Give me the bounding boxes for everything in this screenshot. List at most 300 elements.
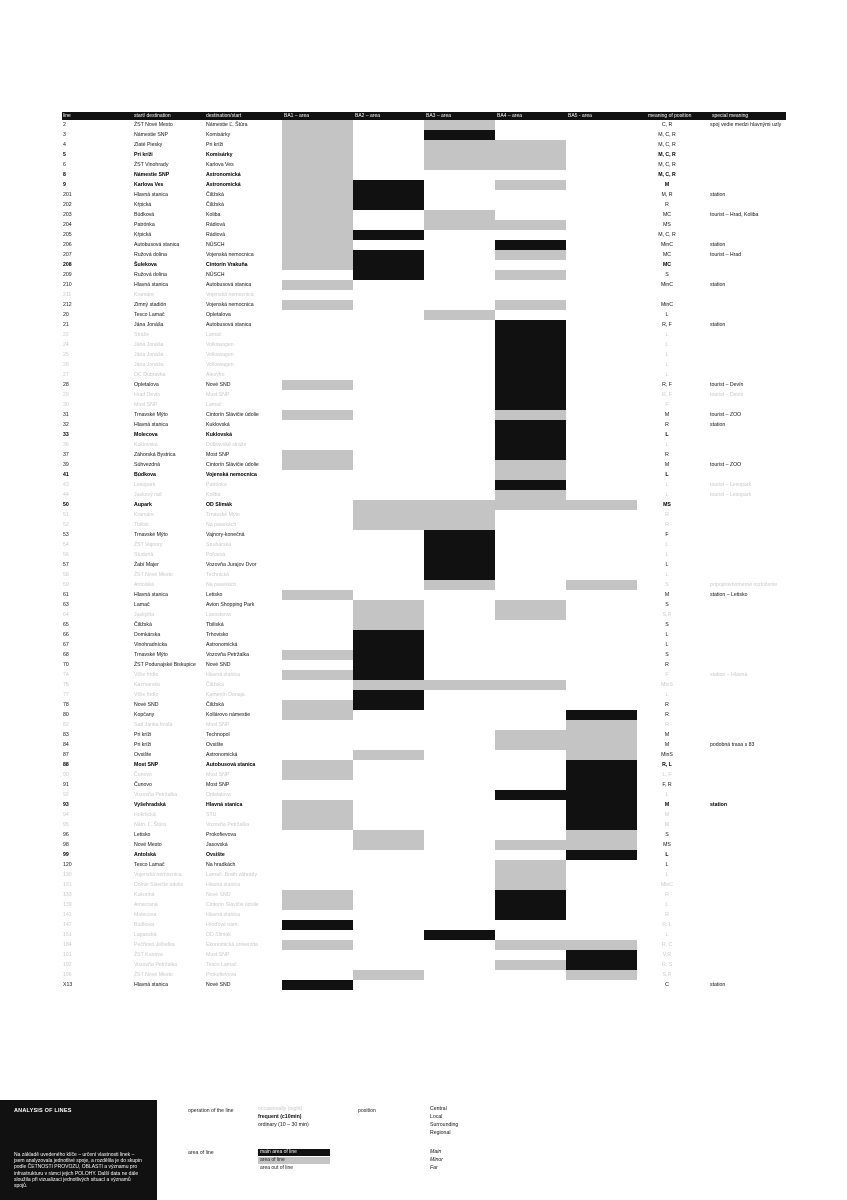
cell-start: Jaskylňa: [134, 612, 155, 618]
cell-line: 77: [63, 692, 69, 698]
cell-start: Pri kríži: [134, 742, 152, 748]
main-area-cell-ba2: [353, 250, 424, 260]
table-row: [62, 510, 786, 520]
cell-dest: Opletalova: [206, 312, 231, 318]
table-row: [62, 410, 786, 420]
cell-dest: Nové SND: [206, 982, 231, 988]
cell-dest: Nové SND: [206, 892, 231, 898]
cell-start: Zimný stadión: [134, 302, 167, 308]
cell-start: Kazmarská: [134, 682, 160, 688]
cell-position: L: [665, 432, 669, 438]
cell-start: Námestie SNP: [134, 132, 169, 138]
table-row: [62, 200, 786, 210]
cell-line: 88: [63, 762, 69, 768]
area-cell-ba5: [566, 940, 637, 950]
area-cell-ba4: [495, 300, 566, 310]
cell-position: L: [665, 352, 669, 358]
cell-start: Autobusová stanica: [134, 242, 180, 248]
cell-dest: Most SNP: [206, 782, 230, 788]
area-cell-ba2: [353, 520, 424, 530]
table-row: [62, 170, 786, 180]
cell-line: 53: [63, 532, 69, 538]
table-row: [62, 130, 786, 140]
cell-line: 90: [63, 772, 69, 778]
cell-position: MC: [662, 252, 672, 258]
cell-dest: STU: [206, 812, 217, 818]
table-body: [62, 120, 786, 990]
cell-start: ŽST Vinohrady: [134, 162, 169, 168]
cell-dest: Technická: [206, 572, 230, 578]
main-area-cell-ba2: [353, 190, 424, 200]
cell-start: Jána Jonáša: [134, 362, 164, 368]
main-area-cell-ba4: [495, 340, 566, 350]
main-area-cell-ba3: [424, 550, 495, 560]
cell-dest: Cintorín Slávičie údolie: [206, 902, 259, 908]
area-cell-ba1: [282, 230, 353, 240]
cell-position: R: [665, 702, 669, 708]
main-area-cell-ba4: [495, 370, 566, 380]
cell-start: Molecova: [134, 912, 157, 918]
area-cell-ba2: [353, 620, 424, 630]
cell-position: V,R: [662, 952, 672, 958]
area-cell-ba4: [495, 960, 566, 970]
cell-special: station – Letisko: [710, 592, 748, 598]
cell-start: Nám. Ľ. Štúra: [134, 822, 167, 828]
cell-start: Pečňová Jelbelka: [134, 942, 175, 948]
cell-line: 196: [63, 972, 72, 978]
cell-dest: Ovsište: [206, 852, 225, 858]
table-row: [62, 630, 786, 640]
cell-start: Sad Janka Kráľa: [134, 722, 173, 728]
cell-position: R: [665, 892, 669, 898]
table-row: [62, 240, 786, 250]
table-row: [62, 980, 786, 990]
cell-start: Jaskový rad: [134, 492, 162, 498]
area-cell-ba1: [282, 280, 353, 290]
cell-position: F: [665, 672, 669, 678]
cell-start: Vozovňa Petržalka: [134, 792, 177, 798]
header-col-2: destination/start: [206, 113, 242, 119]
cell-dest: Námestie Ľ. Štúra: [206, 122, 248, 128]
cell-start: Hlavná stanica: [134, 982, 169, 988]
cell-start: Vinohradnícka: [134, 642, 168, 648]
cell-special: podobná trasa s 83: [710, 742, 755, 748]
cell-position: MinC: [660, 302, 674, 308]
cell-line: 50: [63, 502, 69, 508]
area-cell-ba1: [282, 820, 353, 830]
main-area-cell-ba3: [424, 560, 495, 570]
cell-position: M, C, R: [658, 172, 676, 178]
table-row: [62, 460, 786, 470]
cell-dest: Rádiová: [206, 232, 226, 238]
cell-line: 184: [63, 942, 72, 948]
area-cell-ba3: [424, 160, 495, 170]
cell-start: Amarcana: [134, 902, 158, 908]
main-area-cell-ba2: [353, 260, 424, 270]
table-row: [62, 220, 786, 230]
header-col-0: line: [63, 113, 71, 119]
cell-start: Stráže: [134, 332, 149, 338]
cell-position: S: [665, 652, 669, 658]
cell-dest: Lamač: [206, 402, 222, 408]
cell-dest: Autobusová stanica: [206, 282, 252, 288]
cell-special: tourist – Hrad: [710, 252, 742, 258]
main-area-cell-ba2: [353, 180, 424, 190]
cell-line: 39: [63, 462, 69, 468]
main-area-cell-ba4: [495, 430, 566, 440]
cell-start: Most SNP: [134, 762, 159, 768]
cell-line: X13: [63, 982, 73, 988]
cell-start: Aupark: [134, 502, 152, 508]
cell-position: R, S: [661, 962, 673, 968]
cell-dest: Nové SND: [206, 382, 231, 388]
cell-start: Hlavná stanica: [134, 282, 169, 288]
area-cell-ba2: [353, 680, 424, 690]
area-cell-ba1: [282, 170, 353, 180]
legend-meaning-far: Far: [430, 1165, 438, 1171]
cell-start: Patrónka: [134, 222, 155, 228]
table-row: [62, 740, 786, 750]
main-area-cell-ba5: [566, 810, 637, 820]
table-row: [62, 780, 786, 790]
cell-special: tourist – Lesopark: [710, 482, 752, 488]
main-area-cell-ba2: [353, 270, 424, 280]
table-row: [62, 300, 786, 310]
cell-start: Tesco Lamač: [134, 312, 165, 318]
cell-line: 6: [63, 162, 66, 168]
area-cell-ba1: [282, 220, 353, 230]
cell-line: 27: [63, 372, 69, 378]
cell-position: L: [665, 642, 669, 648]
table-row: [62, 850, 786, 860]
cell-position: R: [665, 422, 669, 428]
cell-start: Vojenská nemocnica: [134, 872, 182, 878]
main-area-cell-ba3: [424, 130, 495, 140]
cell-position: M, C, R: [658, 142, 676, 148]
area-cell-ba1: [282, 180, 353, 190]
area-cell-ba5: [566, 840, 637, 850]
cell-position: R: [665, 512, 669, 518]
table-row: [62, 230, 786, 240]
main-area-cell-ba4: [495, 390, 566, 400]
cell-position: R: [665, 522, 669, 528]
cell-dest: NÚSCH: [206, 242, 225, 248]
cell-position: R, C: [661, 942, 673, 948]
table-row: [62, 420, 786, 430]
main-area-cell-ba4: [495, 450, 566, 460]
cell-position: L: [665, 932, 669, 938]
cell-start: ŽST Nové Mesto: [134, 122, 173, 128]
cell-start: Hokrtická: [134, 812, 156, 818]
cell-dest: Most SNP: [206, 952, 230, 958]
cell-dest: Poľovná: [206, 552, 226, 558]
table-row: [62, 790, 786, 800]
cell-line: 83: [63, 732, 69, 738]
table-row: [62, 190, 786, 200]
cell-dest: OD Slimák: [206, 932, 231, 938]
cell-position: L: [665, 792, 669, 798]
cell-dest: Astronomická: [206, 752, 238, 758]
table-row: [62, 670, 786, 680]
cell-start: Tesco Lamač: [134, 862, 165, 868]
cell-start: Kopčany: [134, 712, 155, 718]
cell-start: Molecova: [134, 432, 158, 438]
cell-line: 91: [63, 782, 69, 788]
table-row: [62, 970, 786, 980]
cell-position: S,R: [662, 972, 672, 978]
cell-start: Kramáre: [134, 512, 154, 518]
cell-line: 151: [63, 932, 72, 938]
table-row: [62, 250, 786, 260]
area-cell-ba1: [282, 410, 353, 420]
area-cell-ba2: [353, 610, 424, 620]
table-row: [62, 340, 786, 350]
table-row: [62, 390, 786, 400]
cell-position: M: [664, 412, 670, 418]
header-col-4: BA2 – area: [355, 113, 381, 119]
area-cell-ba3: [424, 220, 495, 230]
area-cell-ba4: [495, 180, 566, 190]
cell-dest: Trnavské Mýto: [206, 512, 240, 518]
cell-position: C: [665, 982, 669, 988]
table-row: [62, 800, 786, 810]
cell-start: Pri kríži: [134, 732, 152, 738]
cell-dest: Vojenská nemocnica: [206, 302, 254, 308]
cell-line: 212: [63, 302, 72, 308]
cell-dest: Vojenská nemocnica: [206, 292, 254, 298]
cell-start: Nové Mesto: [134, 842, 162, 848]
cell-dest: Hlavná stanica: [206, 672, 241, 678]
cell-line: 30: [63, 402, 69, 408]
cell-position: MinC: [660, 882, 674, 888]
cell-start: Búdkova: [134, 472, 156, 478]
table-row: [62, 120, 786, 130]
table-row: [62, 520, 786, 530]
cell-dest: Čiližská: [206, 192, 224, 198]
cell-special: tourist – Hrad, Koliba: [710, 212, 759, 218]
cell-start: Vlčie hrdlo: [134, 692, 159, 698]
cell-special: tourist – Lesopark: [710, 492, 752, 498]
cell-start: Letisko: [134, 832, 151, 838]
cell-dest: Tbiliská: [206, 622, 224, 628]
area-cell-ba1: [282, 380, 353, 390]
cell-position: S: [665, 622, 669, 628]
main-area-cell-ba2: [353, 660, 424, 670]
cell-line: 96: [63, 832, 69, 838]
table-row: [62, 530, 786, 540]
cell-start: Lamač: [134, 602, 150, 608]
table-row: [62, 580, 786, 590]
legend-position-regional: Regional: [430, 1130, 451, 1136]
cell-special: tourist – Devín: [710, 382, 744, 388]
cell-dest: Ekonomická univerzita: [206, 942, 258, 948]
area-cell-ba5: [566, 500, 637, 510]
cell-position: L, F: [662, 772, 672, 778]
main-area-cell-ba3: [424, 930, 495, 940]
cell-dest: Astronomická: [206, 172, 241, 178]
area-cell-ba1: [282, 120, 353, 130]
cell-special: station: [710, 242, 726, 248]
cell-dest: Jasovská: [206, 842, 228, 848]
cell-start: OC Dúbravka: [134, 372, 166, 378]
area-cell-ba4: [495, 500, 566, 510]
cell-line: 211: [63, 292, 72, 298]
table-row: [62, 930, 786, 940]
cell-start: Šulekova: [134, 262, 157, 268]
cell-dest: Patrónka: [206, 482, 227, 488]
cell-position: R: [665, 202, 669, 208]
cell-position: MC: [662, 212, 672, 218]
cell-special: station – Hlavná: [710, 672, 748, 678]
area-cell-ba4: [495, 470, 566, 480]
legend-area-main: main area of line: [258, 1149, 330, 1156]
cell-position: M, C, R: [658, 162, 676, 168]
cell-special: station: [710, 982, 726, 988]
cell-start: Lesopark: [134, 482, 156, 488]
area-cell-ba1: [282, 450, 353, 460]
cell-line: 4: [63, 142, 66, 148]
cell-line: 33: [63, 432, 69, 438]
table-row: [62, 270, 786, 280]
main-area-cell-ba2: [353, 630, 424, 640]
table-row: [62, 260, 786, 270]
cell-dest: Lasoskova: [206, 612, 231, 618]
table-row: [62, 160, 786, 170]
main-area-cell-ba2: [353, 700, 424, 710]
cell-start: Búdková: [134, 212, 155, 218]
cell-position: MC: [662, 262, 672, 268]
cell-start: Čunovo: [134, 772, 152, 778]
cell-dest: Cintorín Slávičie údolie: [206, 462, 259, 468]
cell-dest: Prokofievova: [206, 832, 236, 838]
cell-line: 98: [63, 842, 69, 848]
table-row: [62, 860, 786, 870]
cell-start: Jána Jonáša: [134, 352, 164, 358]
cell-dest: Volkswagen: [206, 342, 234, 348]
area-cell-ba1: [282, 190, 353, 200]
cell-start: ŽST Nové Mesto: [134, 572, 173, 578]
cell-start: ŽST Podunajské Biskupice: [134, 662, 196, 668]
area-cell-ba1: [282, 240, 353, 250]
cell-start: Tbilisk: [134, 522, 149, 528]
table-row: [62, 500, 786, 510]
table-row: [62, 540, 786, 550]
cell-start: Antolská: [134, 582, 154, 588]
cell-position: F: [665, 532, 669, 538]
area-cell-ba4: [495, 160, 566, 170]
cell-start: Domkárska: [134, 632, 161, 638]
cell-line: 59: [63, 582, 69, 588]
cell-line: 78: [63, 702, 69, 708]
cell-position: L: [665, 442, 669, 448]
cell-start: Čunovo: [134, 782, 152, 788]
main-area-cell-ba4: [495, 320, 566, 330]
cell-dest: Cintorín Slávičie údolie: [206, 412, 259, 418]
cell-line: 74: [63, 672, 69, 678]
main-area-cell-ba4: [495, 790, 566, 800]
cell-line: 32: [63, 422, 69, 428]
area-cell-ba5: [566, 720, 637, 730]
cell-start: Žabí Majer: [134, 562, 159, 568]
cell-line: 51: [63, 512, 69, 518]
cell-special: tourist – ZOO: [710, 462, 742, 468]
cell-line: 130: [63, 872, 72, 878]
main-area-cell-ba4: [495, 420, 566, 430]
cell-position: L: [665, 862, 669, 868]
table-row: [62, 560, 786, 570]
table-row: [62, 710, 786, 720]
table-row: [62, 620, 786, 630]
table-row: [62, 600, 786, 610]
cell-line: 120: [63, 862, 72, 868]
cell-dest: Autobusová stanica: [206, 762, 256, 768]
table-row: [62, 830, 786, 840]
cell-position: L: [665, 872, 669, 878]
area-cell-ba3: [424, 510, 495, 520]
main-area-cell-ba2: [353, 200, 424, 210]
cell-line: 70: [63, 662, 69, 668]
cell-position: R, F: [662, 322, 672, 328]
legend-meaning-main: Main: [430, 1149, 442, 1155]
table-row: [62, 490, 786, 500]
main-area-cell-ba5: [566, 770, 637, 780]
cell-line: 209: [63, 272, 72, 278]
area-cell-ba4: [495, 730, 566, 740]
cell-dest: Technopol: [206, 732, 230, 738]
cell-dest: Hlavná stanica: [206, 912, 241, 918]
table-row: [62, 890, 786, 900]
main-area-cell-ba2: [353, 640, 424, 650]
area-cell-ba4: [495, 270, 566, 280]
cell-dest: Most SNP: [206, 392, 230, 398]
area-cell-ba1: [282, 300, 353, 310]
cell-line: 54: [63, 542, 69, 548]
cell-position: MinS: [661, 752, 673, 758]
main-area-cell-ba2: [353, 230, 424, 240]
table-row: [62, 610, 786, 620]
table-row: [62, 350, 786, 360]
area-cell-ba3: [424, 520, 495, 530]
cell-position: R, L: [662, 922, 672, 928]
cell-position: L: [665, 492, 669, 498]
cell-line: 191: [63, 952, 72, 958]
main-area-cell-ba5: [566, 850, 637, 860]
cell-position: M: [664, 812, 670, 818]
cell-position: R, L: [662, 762, 672, 768]
area-cell-ba3: [424, 310, 495, 320]
table-row: [62, 440, 786, 450]
cell-dest: Kamenín Donaja: [206, 692, 245, 698]
legend-operation-occasional: occasionally (night): [258, 1106, 303, 1112]
cell-dest: Volkswagen: [206, 362, 234, 368]
main-area-cell-ba4: [495, 440, 566, 450]
table-row: [62, 210, 786, 220]
cell-position: R: [665, 712, 669, 718]
cell-start: Kŕpická: [134, 202, 152, 208]
cell-position: L: [665, 902, 669, 908]
header-col-7: BA5 - area: [568, 113, 592, 119]
area-cell-ba2: [353, 830, 424, 840]
area-cell-ba3: [424, 140, 495, 150]
area-cell-ba1: [282, 940, 353, 950]
cell-dest: Na pasekách: [206, 582, 237, 588]
cell-dest: Lamač: [206, 332, 222, 338]
cell-line: 87: [63, 752, 69, 758]
cell-start: Hlavná stanica: [134, 592, 169, 598]
cell-line: 36: [63, 442, 69, 448]
cell-line: 93: [63, 802, 69, 808]
cell-line: 22: [63, 332, 69, 338]
